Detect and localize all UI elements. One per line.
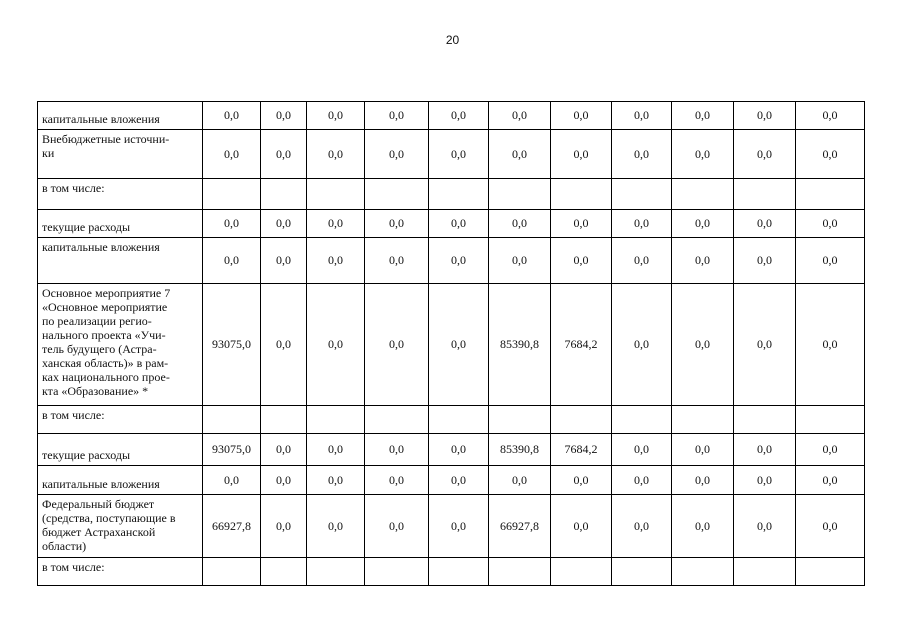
value-cell: 0,0 [261,102,307,130]
value-cell [672,558,734,586]
value-cell: 0,0 [261,238,307,284]
value-cell: 0,0 [796,466,865,495]
table-row [38,238,865,284]
value-cell [261,179,307,210]
value-cell: 0,0 [672,210,734,238]
value-cell: 0,0 [672,102,734,130]
value-cell: 93075,0 [203,434,261,466]
value-cell: 0,0 [551,495,612,558]
value-cell: 0,0 [307,495,365,558]
value-cell: 0,0 [429,130,489,179]
value-cell: 0,0 [365,130,429,179]
value-cell: 0,0 [796,434,865,466]
row-label: Федеральный бюджет (средства, поступающие в бюджет Астраханской области) [38,495,203,558]
value-cell: 0,0 [672,238,734,284]
value-cell: 0,0 [365,102,429,130]
value-cell: 0,0 [307,238,365,284]
value-cell [365,406,429,434]
value-cell [261,558,307,586]
value-cell [203,179,261,210]
value-cell: 0,0 [612,466,672,495]
value-cell: 0,0 [612,102,672,130]
value-cell [796,179,865,210]
value-cell: 0,0 [551,130,612,179]
value-cell [551,179,612,210]
value-cell [429,558,489,586]
value-cell [796,406,865,434]
table-row [38,466,865,495]
value-cell: 0,0 [307,102,365,130]
value-cell [551,406,612,434]
row-label: капитальные вложения [38,466,203,495]
value-cell: 0,0 [612,210,672,238]
value-cell: 0,0 [429,495,489,558]
value-cell: 85390,8 [489,284,551,406]
value-cell: 0,0 [365,466,429,495]
value-cell: 0,0 [796,130,865,179]
value-cell: 0,0 [365,434,429,466]
value-cell: 66927,8 [489,495,551,558]
value-cell: 0,0 [261,466,307,495]
value-cell: 0,0 [429,466,489,495]
row-label: капитальные вложения [38,238,203,284]
value-cell: 0,0 [203,210,261,238]
table-row [38,495,865,558]
value-cell: 0,0 [612,495,672,558]
value-cell: 0,0 [429,238,489,284]
value-cell: 0,0 [551,238,612,284]
row-label: Основное мероприятие 7 «Основное мероприятие по реализации регио- нального проекта «Учи- тель будущего (Астра- ханская область)» в рам- ках национального прое- кта «Образование» * [38,284,203,406]
page-number: 20 [445,33,460,47]
value-cell: 0,0 [429,210,489,238]
value-cell: 0,0 [429,102,489,130]
value-cell: 0,0 [489,130,551,179]
value-cell: 0,0 [261,284,307,406]
value-cell: 0,0 [734,284,796,406]
value-cell: 0,0 [489,102,551,130]
value-cell: 0,0 [796,210,865,238]
value-cell [489,558,551,586]
value-cell [429,179,489,210]
value-cell: 0,0 [672,466,734,495]
value-cell: 0,0 [796,238,865,284]
value-cell: 0,0 [489,466,551,495]
value-cell [734,558,796,586]
value-cell [612,558,672,586]
table-row [38,434,865,466]
value-cell: 0,0 [734,210,796,238]
value-cell: 0,0 [672,434,734,466]
value-cell: 7684,2 [551,434,612,466]
row-label: текущие расходы [38,210,203,238]
value-cell [307,179,365,210]
value-cell: 0,0 [365,238,429,284]
value-cell: 7684,2 [551,284,612,406]
value-cell [203,406,261,434]
table-row [38,210,865,238]
value-cell: 85390,8 [489,434,551,466]
value-cell [261,406,307,434]
value-cell: 0,0 [734,495,796,558]
value-cell: 0,0 [261,210,307,238]
value-cell: 0,0 [612,238,672,284]
value-cell: 0,0 [365,210,429,238]
value-cell: 0,0 [612,284,672,406]
value-cell: 0,0 [734,102,796,130]
row-label: текущие расходы [38,434,203,466]
table-row [38,102,865,130]
row-label: капитальные вложения [38,102,203,130]
value-cell [734,406,796,434]
table-row [38,130,865,179]
value-cell [672,406,734,434]
value-cell: 0,0 [203,102,261,130]
row-label: Внебюджетные источни- ки [38,130,203,179]
value-cell: 0,0 [612,130,672,179]
value-cell: 0,0 [429,434,489,466]
value-cell [551,558,612,586]
value-cell: 0,0 [734,434,796,466]
row-label: в том числе: [38,179,203,210]
value-cell: 0,0 [261,434,307,466]
table-row [38,179,865,210]
budget-table [37,101,865,586]
value-cell [429,406,489,434]
value-cell [203,558,261,586]
value-cell: 0,0 [203,130,261,179]
value-cell: 0,0 [261,495,307,558]
value-cell: 0,0 [307,130,365,179]
value-cell: 0,0 [307,210,365,238]
row-label: в том числе: [38,558,203,586]
value-cell [365,179,429,210]
value-cell [489,406,551,434]
value-cell: 0,0 [307,466,365,495]
value-cell: 0,0 [365,284,429,406]
value-cell: 0,0 [429,284,489,406]
value-cell [672,179,734,210]
value-cell: 0,0 [551,466,612,495]
value-cell: 0,0 [365,495,429,558]
value-cell [307,558,365,586]
value-cell: 0,0 [551,210,612,238]
value-cell [796,558,865,586]
value-cell [307,406,365,434]
value-cell: 0,0 [307,284,365,406]
value-cell: 0,0 [734,130,796,179]
value-cell: 0,0 [796,495,865,558]
table-row [38,284,865,406]
value-cell: 0,0 [796,102,865,130]
value-cell: 0,0 [203,238,261,284]
value-cell: 0,0 [734,238,796,284]
value-cell: 66927,8 [203,495,261,558]
value-cell [612,179,672,210]
value-cell: 0,0 [551,102,612,130]
value-cell: 0,0 [796,284,865,406]
value-cell: 0,0 [734,466,796,495]
row-label: в том числе: [38,406,203,434]
table-row [38,406,865,434]
value-cell: 0,0 [307,434,365,466]
value-cell: 0,0 [672,130,734,179]
value-cell [612,406,672,434]
value-cell [489,179,551,210]
value-cell: 0,0 [672,495,734,558]
value-cell: 0,0 [489,210,551,238]
value-cell: 0,0 [489,238,551,284]
value-cell: 0,0 [261,130,307,179]
value-cell [365,558,429,586]
value-cell [734,179,796,210]
value-cell: 93075,0 [203,284,261,406]
value-cell: 0,0 [203,466,261,495]
value-cell: 0,0 [612,434,672,466]
table-row [38,558,865,586]
value-cell: 0,0 [672,284,734,406]
